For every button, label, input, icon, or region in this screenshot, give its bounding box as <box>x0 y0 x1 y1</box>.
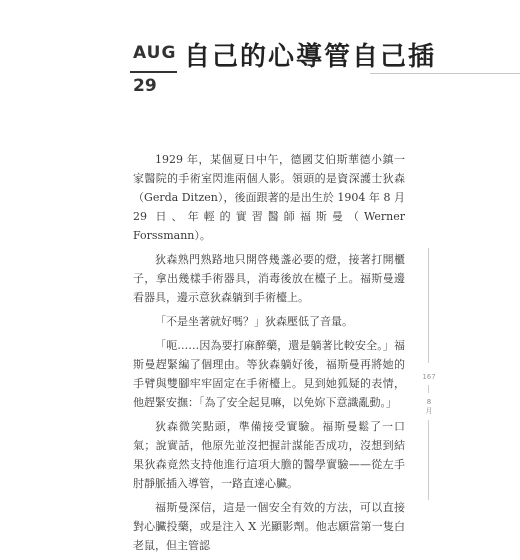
paragraph: 「呃……因為要打麻醉藥，還是躺著比較安全。」福斯曼趕緊編了個理由。等狄森躺好後，福斯曼再將她的手臂與雙腳牢牢固定在手術檯上。見到她狐疑的表情，他趕緊安撫：「為了安全起見嘛，以免妳下意識亂動。」 <box>133 339 405 409</box>
paragraph: 狄森熟門熟路地只開啓幾盞必要的燈，接著打開櫃子，拿出幾樣手術器具，消毒後放在檯子上。福斯曼邊看器具，邊示意狄森躺到手術檯上。 <box>133 253 405 304</box>
margin-rule-top <box>428 248 429 363</box>
month-tab-char: 月 <box>425 407 433 415</box>
paragraph: 福斯曼深信，這是一個安全有效的方法，可以直接對心臟投藥，或是注入 X 光顯影劑。他志願當第一隻白老鼠，但主管認 <box>133 501 405 552</box>
page-number: 167 <box>422 373 436 381</box>
margin-rule-mid <box>428 385 429 393</box>
month-tab <box>419 398 439 416</box>
margin-rule-bottom <box>428 420 429 500</box>
month-tab-char: 8 <box>426 398 432 406</box>
date-divider <box>130 71 177 73</box>
page-title: 自己的心導管自己插 <box>184 42 437 72</box>
date-day: 29 <box>133 76 157 96</box>
paragraph: 「不是坐著就好嗎？」狄森壓低了音量。 <box>155 315 353 328</box>
paragraph: 1929 年，某個夏日中午，德國艾伯斯華德小鎮一家醫院的手術室閃進兩個人影。領頭的是資深護士狄森（Gerda Ditzen），後面跟著的是出生於 1904 年 8 月 29 日、年輕的實習醫師福斯曼（Werner Forssmann）。 <box>133 153 405 242</box>
date-month: AUG <box>133 43 177 63</box>
title-underline <box>370 73 520 74</box>
paragraph: 狄森微笑點頭，準備接受實驗。福斯曼鬆了一口氣；說實話，他原先並沒把握計謀能否成功，沒想到結果狄森竟然支持他進行這項大膽的醫學實驗——從左手肘靜脈插入導管，一路直達心臟。 <box>133 420 405 490</box>
article-body <box>133 150 405 560</box>
